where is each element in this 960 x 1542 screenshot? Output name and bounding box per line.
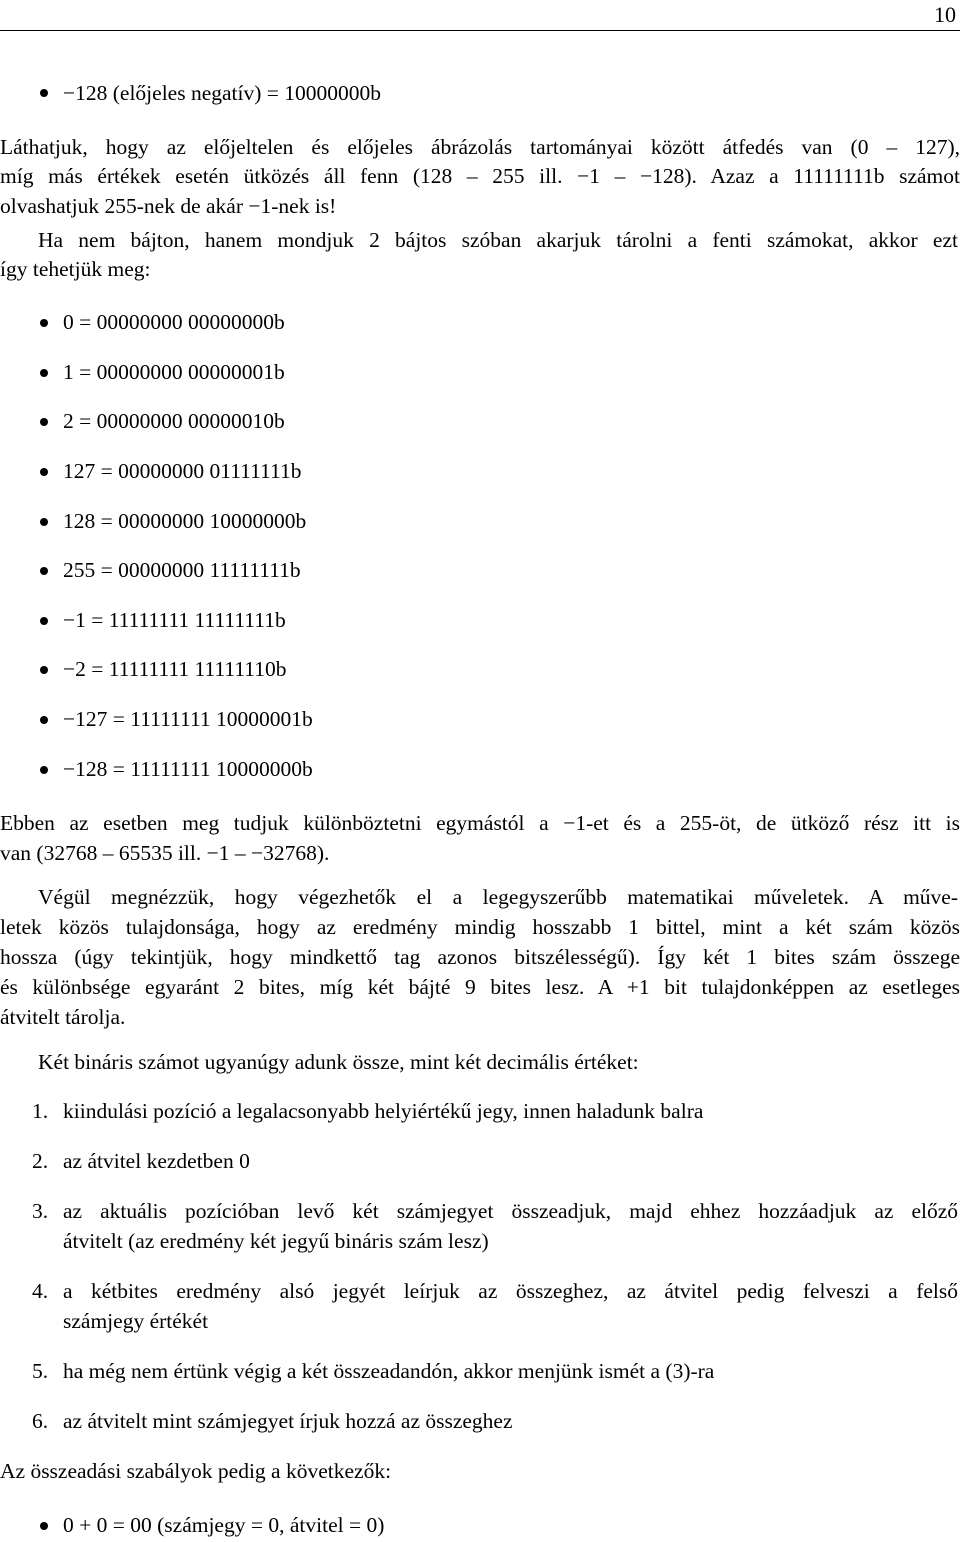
step-text: az átvitelt mint számjegyet írjuk hozzá az összeghez <box>63 1409 513 1433</box>
step-number: 3. <box>32 1199 49 1223</box>
paragraph-line: így tehetjük meg: <box>0 257 151 281</box>
encoding-item: −1 = 11111111 11111111b <box>63 608 286 632</box>
bullet-text: −128 (előjeles negatív) = 10000000b <box>63 81 382 105</box>
bullet-icon <box>40 89 48 97</box>
paragraph-line: van (32768 – 65535 ill. −1 – −32768). <box>0 841 330 865</box>
bullet-text: 0 + 0 = 00 (számjegy = 0, átvitel = 0) <box>63 1513 385 1537</box>
encoding-item: 2 = 00000000 00000010b <box>63 409 285 433</box>
step-text: a kétbites eredmény alsó jegyét leírjuk az összeghez, az átvitel pedig felveszi a felső <box>63 1279 958 1303</box>
step-number: 5. <box>32 1359 49 1383</box>
bullet-icon <box>40 617 48 625</box>
step-text: kiindulási pozíció a legalacsonyabb helyiértékű jegy, innen haladunk balra <box>63 1099 704 1123</box>
step-number: 4. <box>32 1279 49 1303</box>
paragraph-line: hossza (úgy tekintjük, hogy mindkettő tag azonos bitszélességű). Így két 1 bites szám összege <box>0 945 960 969</box>
encoding-item: −127 = 11111111 10000001b <box>63 707 313 731</box>
page-number: 10 <box>934 2 956 27</box>
step-text: ha még nem értünk végig a két összeadandón, akkor menjünk ismét a (3)-ra <box>63 1359 715 1383</box>
paragraph-line: Két bináris számot ugyanúgy adunk össze, mint két decimális értéket: <box>38 1050 639 1074</box>
bullet-icon <box>40 1522 48 1530</box>
bullet-icon <box>40 468 48 476</box>
encoding-item: −2 = 11111111 11111110b <box>63 657 287 681</box>
bullet-icon <box>40 567 48 575</box>
encoding-item: −128 = 11111111 10000000b <box>63 757 313 781</box>
bullet-icon <box>40 666 48 674</box>
step-number: 6. <box>32 1409 49 1433</box>
paragraph-line: Láthatjuk, hogy az előjeltelen és előjeles ábrázolás tartományai között átfedés van (0 – 127), <box>0 135 960 159</box>
step-text: átvitelt (az eredmény két jegyű bináris szám lesz) <box>63 1229 489 1253</box>
bullet-icon <box>40 319 48 327</box>
encoding-item: 255 = 00000000 11111111b <box>63 558 301 582</box>
bullet-icon <box>40 518 48 526</box>
bullet-icon <box>40 716 48 724</box>
paragraph-line: átvitelt tárolja. <box>0 1005 126 1029</box>
paragraph-line: Az összeadási szabályok pedig a következők: <box>0 1459 392 1483</box>
paragraph-line: Ebben az esetben meg tudjuk különböztetni egymástól a −1-et és a 255-öt, de ütköző rész itt is <box>0 811 960 835</box>
paragraph-line: olvashatjuk 255-nek de akár −1-nek is! <box>0 194 337 218</box>
step-text: számjegy értékét <box>63 1309 209 1333</box>
step-text: az aktuális pozícióban levő két számjegyet összeadjuk, majd ehhez hozzáadjuk az előző <box>63 1199 958 1223</box>
encoding-item: 128 = 00000000 10000000b <box>63 509 307 533</box>
paragraph-line: Ha nem bájton, hanem mondjuk 2 bájtos szóban akarjuk tárolni a fenti számokat, akkor ezt <box>38 228 958 252</box>
bullet-icon <box>40 418 48 426</box>
paragraph-line: letek közös tulajdonsága, hogy az eredmény mindig hosszabb 1 bittel, mint a két szám közös <box>0 915 960 939</box>
paragraph-line: és különbsége egyaránt 2 bites, míg két bájté 9 bites lesz. A +1 bit tulajdonképpen az esetleges <box>0 975 960 999</box>
step-text: az átvitel kezdetben 0 <box>63 1149 250 1173</box>
header-rule <box>0 30 960 31</box>
encoding-item: 0 = 00000000 00000000b <box>63 310 285 334</box>
bullet-icon <box>40 369 48 377</box>
bullet-icon <box>40 766 48 774</box>
step-number: 2. <box>32 1149 49 1173</box>
paragraph-line: míg más értékek esetén ütközés áll fenn (128 – 255 ill. −1 – −128). Azaz a 11111111b számot <box>0 164 960 188</box>
encoding-item: 127 = 00000000 01111111b <box>63 459 302 483</box>
encoding-item: 1 = 00000000 00000001b <box>63 360 285 384</box>
step-number: 1. <box>32 1099 49 1123</box>
paragraph-line: Végül megnézzük, hogy végezhetők el a legegyszerűbb matematikai műveletek. A műve- <box>38 885 958 909</box>
